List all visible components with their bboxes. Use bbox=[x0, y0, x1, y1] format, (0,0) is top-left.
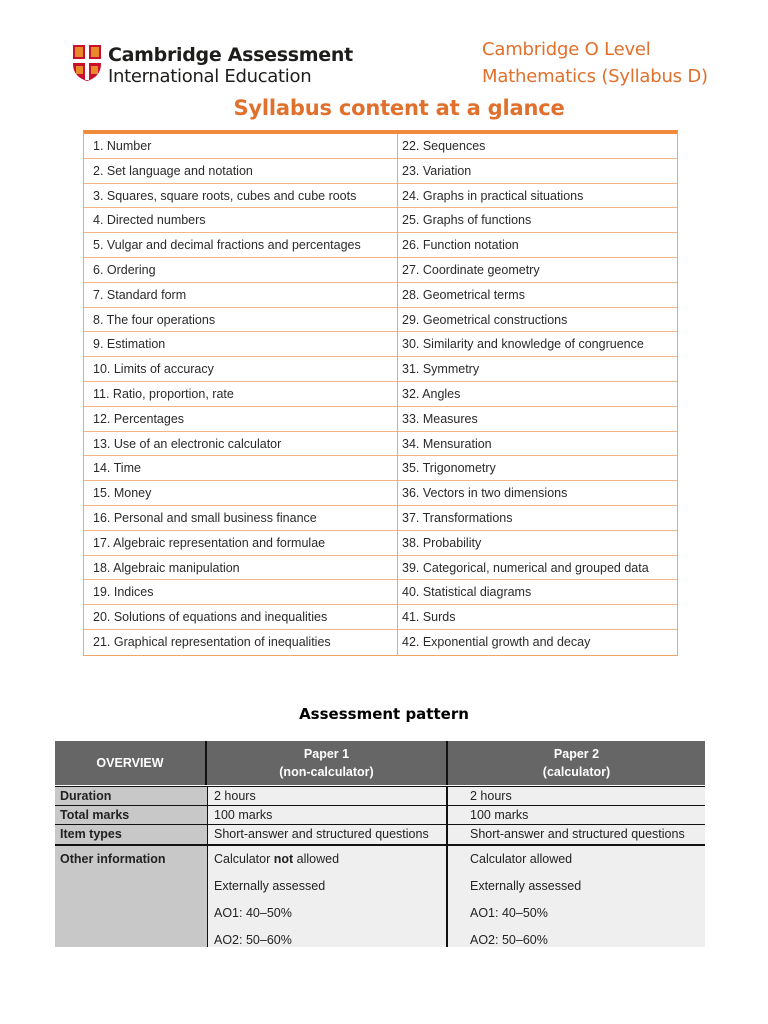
syllabus-topic: 5. Vulgar and decimal fractions and percentages bbox=[84, 233, 397, 258]
org-name-line1: Cambridge Assessment bbox=[108, 44, 353, 66]
syllabus-topic: 13. Use of an electronic calculator bbox=[84, 432, 397, 457]
paper2-subtitle: (calculator) bbox=[542, 765, 611, 779]
syllabus-topic: 24. Graphs in practical situations bbox=[398, 184, 677, 209]
syllabus-topic: 16. Personal and small business finance bbox=[84, 506, 397, 531]
paper1-title: Paper 1 bbox=[303, 747, 350, 761]
syllabus-topic: 32. Angles bbox=[398, 382, 677, 407]
assessment-mode: Externally assessed bbox=[470, 879, 582, 893]
paper1-value: 100 marks bbox=[207, 806, 448, 824]
calculator-rule bbox=[214, 846, 446, 873]
overview-label: OVERVIEW bbox=[96, 756, 164, 770]
row-label: Item types bbox=[55, 825, 207, 844]
syllabus-topic: 34. Mensuration bbox=[398, 432, 677, 457]
cambridge-logo bbox=[72, 44, 353, 88]
syllabus-topic: 25. Graphs of functions bbox=[398, 208, 677, 233]
paper2-value bbox=[448, 846, 705, 947]
assessment-table bbox=[55, 741, 705, 947]
row-label: Duration bbox=[55, 787, 207, 805]
syllabus-topic: 23. Variation bbox=[398, 159, 677, 184]
assessment-header-row bbox=[55, 741, 705, 785]
syllabus-column-right bbox=[398, 134, 677, 655]
syllabus-topic: 15. Money bbox=[84, 481, 397, 506]
table-row bbox=[55, 825, 705, 844]
row-label: Total marks bbox=[55, 806, 207, 824]
syllabus-topic: 29. Geometrical constructions bbox=[398, 308, 677, 333]
syllabus-topic: 18. Algebraic manipulation bbox=[84, 556, 397, 581]
syllabus-topic: 38. Probability bbox=[398, 531, 677, 556]
syllabus-topic: 3. Squares, square roots, cubes and cube roots bbox=[84, 184, 397, 209]
syllabus-topic: 7. Standard form bbox=[84, 283, 397, 308]
syllabus-topic: 8. The four operations bbox=[84, 308, 397, 333]
paper2-value: 2 hours bbox=[448, 787, 705, 805]
syllabus-topic: 40. Statistical diagrams bbox=[398, 580, 677, 605]
syllabus-topic: 12. Percentages bbox=[84, 407, 397, 432]
assessment-mode: Externally assessed bbox=[214, 879, 326, 893]
syllabus-topic: 19. Indices bbox=[84, 580, 397, 605]
syllabus-topic: 2. Set language and notation bbox=[84, 159, 397, 184]
syllabus-topic: 26. Function notation bbox=[398, 233, 677, 258]
syllabus-column-left bbox=[84, 134, 398, 655]
syllabus-topic: 10. Limits of accuracy bbox=[84, 357, 397, 382]
paper1-subtitle: (non-calculator) bbox=[279, 765, 374, 779]
syllabus-topic: 36. Vectors in two dimensions bbox=[398, 481, 677, 506]
syllabus-topic: 9. Estimation bbox=[84, 332, 397, 357]
ao2-weighting: AO2: 50–60% bbox=[214, 933, 292, 947]
table-row bbox=[55, 846, 705, 947]
paper2-header bbox=[448, 741, 705, 785]
syllabus-heading bbox=[0, 96, 768, 120]
syllabus-topic: 1. Number bbox=[84, 134, 397, 159]
syllabus-topic: 31. Symmetry bbox=[398, 357, 677, 382]
qualification-line2: Mathematics (Syllabus D) bbox=[482, 66, 708, 87]
not-emphasis: not bbox=[273, 852, 294, 866]
syllabus-topic: 20. Solutions of equations and inequalities bbox=[84, 605, 397, 630]
syllabus-topic: 39. Categorical, numerical and grouped data bbox=[398, 556, 677, 581]
syllabus-topic: 28. Geometrical terms bbox=[398, 283, 677, 308]
syllabus-topic: 4. Directed numbers bbox=[84, 208, 397, 233]
syllabus-topic: 27. Coordinate geometry bbox=[398, 258, 677, 283]
overview-header bbox=[55, 741, 207, 785]
org-name-line2: International Education bbox=[108, 66, 312, 87]
row-label bbox=[55, 846, 207, 947]
assessment-pattern-title: Assessment pattern bbox=[299, 705, 469, 723]
qualification-title bbox=[482, 36, 708, 90]
paper1-header bbox=[207, 741, 448, 785]
syllabus-topic: 22. Sequences bbox=[398, 134, 677, 159]
paper2-value: 100 marks bbox=[448, 806, 705, 824]
calculator-text: Calculator bbox=[214, 852, 274, 866]
syllabus-title: Syllabus content at a glance bbox=[233, 96, 565, 120]
syllabus-topic: 35. Trigonometry bbox=[398, 456, 677, 481]
syllabus-topic: 33. Measures bbox=[398, 407, 677, 432]
allowed-text: allowed bbox=[293, 852, 340, 866]
qualification-line1: Cambridge O Level bbox=[482, 39, 651, 60]
cambridge-shield-icon bbox=[72, 44, 102, 82]
syllabus-table bbox=[83, 130, 678, 656]
syllabus-topic: 11. Ratio, proportion, rate bbox=[84, 382, 397, 407]
calculator-rule: Calculator allowed bbox=[470, 852, 573, 866]
syllabus-topic: 14. Time bbox=[84, 456, 397, 481]
paper1-value: Short-answer and structured questions bbox=[207, 825, 448, 844]
syllabus-topic: 37. Transformations bbox=[398, 506, 677, 531]
syllabus-topic: 17. Algebraic representation and formulae bbox=[84, 531, 397, 556]
other-information-label: Other information bbox=[60, 852, 166, 866]
syllabus-topic: 30. Similarity and knowledge of congruence bbox=[398, 332, 677, 357]
paper2-title: Paper 2 bbox=[553, 747, 600, 761]
paper2-value: Short-answer and structured questions bbox=[448, 825, 705, 844]
table-row bbox=[55, 806, 705, 824]
syllabus-topic: 41. Surds bbox=[398, 605, 677, 630]
table-row bbox=[55, 787, 705, 805]
paper1-value: 2 hours bbox=[207, 787, 448, 805]
syllabus-topic: 42. Exponential growth and decay bbox=[402, 634, 591, 649]
ao1-weighting: AO1: 40–50% bbox=[470, 906, 548, 920]
syllabus-topic: 21. Graphical representation of inequalities bbox=[93, 634, 331, 649]
paper1-value bbox=[207, 846, 448, 947]
ao2-weighting: AO2: 50–60% bbox=[470, 933, 548, 947]
syllabus-topic: 6. Ordering bbox=[84, 258, 397, 283]
ao1-weighting: AO1: 40–50% bbox=[214, 906, 292, 920]
